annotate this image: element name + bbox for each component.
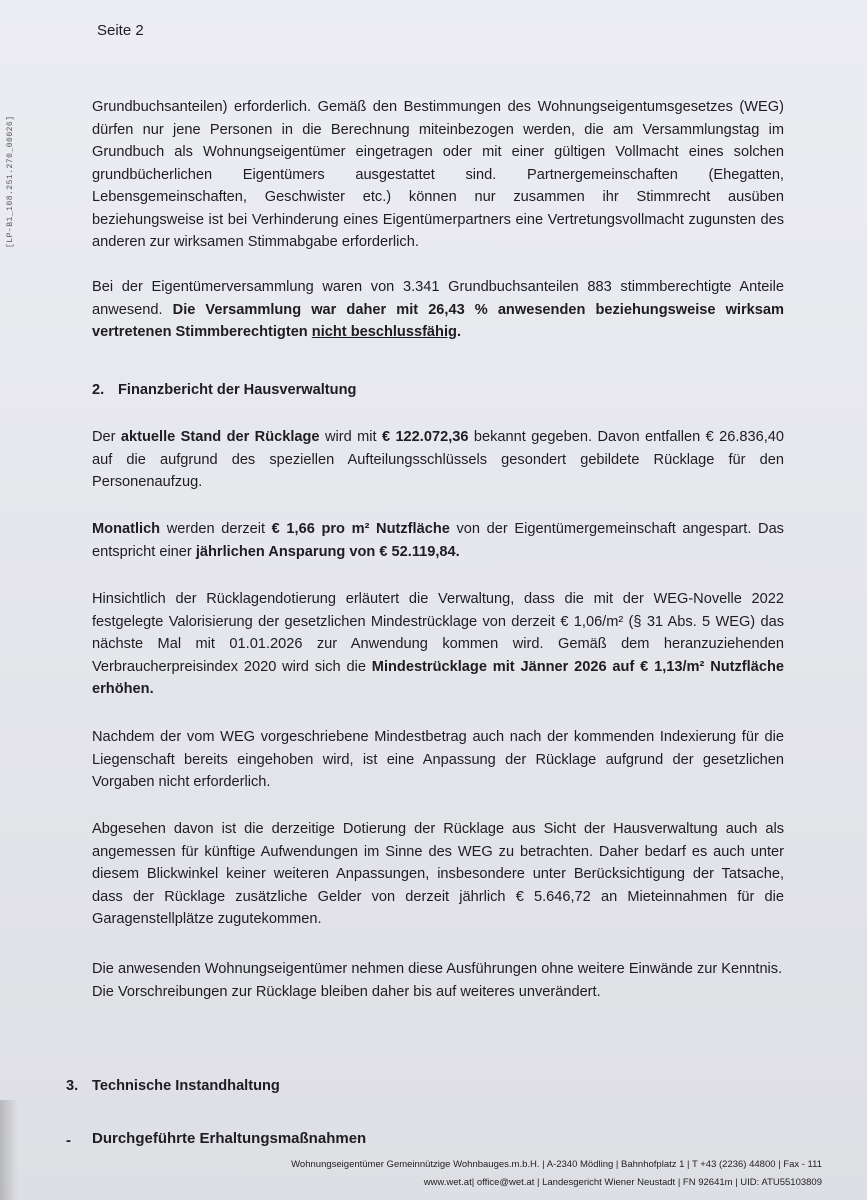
paragraph-monthly-savings: Monatlich werden derzeit € 1,66 pro m² Nutzfläche von der Eigentümergemeinschaft angespart. Das entspricht einer jährlichen Ansparung von € 52.119,84. (92, 521, 784, 560)
section-title: Finanzbericht der Hausverwaltung (118, 382, 357, 398)
footer-contact-info: www.wet.at| office@wet.at | Landesgericht Wiener Neustadt | FN 92641m | UID: ATU55103809 (423, 1177, 822, 1188)
quorum-not-valid: nicht beschlussfähig (311, 324, 457, 340)
paragraph-text: Grundbuchsanteilen) erforderlich. Gemäß den Bestimmungen des Wohnungseigentumsgesetzes (WEG) dürfen nur jene Personen in die Berechnung miteinbezogen werden, die am Versammlungstag im Grundbuch als Wohnungseigentümer eingetragen oder mit einer gültigen Vollmacht eines solchen grundbücherlichen Eigentümers ausgestattet sind. Partnergemeinschaften (Ehegatten, Lebensgemeinschaften, Geschwister etc.) können nur zusammen ihr Stimmrecht ausüben beziehungsweise ist bei Verhinderung eines Eigentümerpartners eine Vertretungsvollmacht zugunsten des anderen zur wirksamen Stimmabgabe erforderlich. (92, 99, 784, 250)
section-number: 3. (66, 1078, 79, 1094)
annual-savings: jährlichen Ansparung von € 52.119,84. (195, 543, 460, 560)
page-edge-shadow (0, 1100, 18, 1200)
quorum-text: Bei der Eigentümerversammlung waren von 3.341 Grundbuchsanteilen 883 stimmberechtigte Anteile anwesend. (92, 279, 784, 318)
footer-company-info: Wohnungseigentümer Gemeinnützige Wohnbauges.m.b.H. | A-2340 Mödling | Bahnhofplatz 1 | T +43 (2236) 44800 | Fax - 111 (291, 1159, 822, 1170)
quorum-result: Die Versammlung war daher mit 26,43 % anwesenden beziehungsweise wirksam vertretenen Stimmberechtigten (92, 301, 784, 340)
paragraph-voting-rules (92, 96, 784, 254)
page-number: Seite 2 (97, 22, 144, 39)
side-document-code: [LP-B1_108.251.270_00026] (6, 115, 15, 248)
section-number: 2. (92, 382, 105, 398)
paragraph-valorization: Hinsichtlich der Rücklagendotierung erläutert die Verwaltung, dass die mit der WEG-Novelle 2022 festgelegte Valorisierung der gesetzlichen Mindestrücklage von derzeit € 1,06/m² (§ 31 Abs. 5 WEG) das nächste Mal mit 01.01.2026 zur Anwendung kommen wird. Gemäß dem heranzuziehenden Verbraucherpreisindex 2020 wird sich die Mindestrücklage mit Jänner 2026 auf € 1,13/m² Nutzfläche erhöhen. (92, 591, 784, 697)
paragraph-no-adjustment: Nachdem der vom WEG vorgeschriebene Mindestbetrag auch nach der kommenden Indexierung für die Liegenschaft bereits eingehoben wird, ist eine Anpassung der Rücklage aufgrund der gesetzlichen Vorgaben nicht erforderlich. (92, 729, 784, 790)
section-heading-3 (66, 1078, 280, 1094)
reserve-amount: € 122.072,36 (381, 429, 469, 445)
paragraph-appropriate-reserve: Abgesehen davon ist die derzeitige Dotierung der Rücklage aus Sicht der Hausverwaltung auch als angemessen für künftige Aufwendungen im Sinne des WEG zu betrachten. Daher bedarf es auch unter diesem Blickwinkel keiner weiteren Anpassungen, insbesondere unter Berücksichtigung der Tatsache, dass der Rücklage zusätzliche Gelder von derzeit jährlich € 5.646,72 an Mieteinnahmen für die Garagenstellplätze zugutekommen. (92, 821, 784, 927)
subsection-bullet: - (66, 1132, 71, 1149)
paragraph-acknowledgement: Die anwesenden Wohnungseigentümer nehmen diese Ausführungen ohne weitere Einwände zur Kenntnis. Die Vorschreibungen zur Rücklage bleiben daher bis auf weiteres unverändert. (92, 961, 783, 1000)
paragraph-quorum: Bei der Eigentümerversammlung waren von 3.341 Grundbuchsanteilen 883 stimmberechtigte Anteile anwesend. Die Versammlung war daher mit 26,43 % anwesenden beziehungsweise wirksam vertretenen Stimmberechtigten nicht beschlussfähig. (92, 279, 784, 340)
minimum-reserve: Mindestrücklage mit Jänner 2026 auf € 1,13/m² Nutzfläche erhöhen. (92, 658, 784, 697)
subsection-title: Durchgeführte Erhaltungsmaßnahmen (92, 1130, 367, 1147)
section-heading-2 (92, 382, 356, 398)
section-title: Technische Instandhaltung (92, 1078, 280, 1094)
paragraph-reserve-status: Der aktuelle Stand der Rücklage wird mit € 122.072,36 bekannt gegeben. Davon entfallen € 26.836,40 auf die aufgrund des speziellen Aufteilungsschlüssels gesondert gebildete Rücklage für den Personenaufzug. (92, 429, 785, 490)
